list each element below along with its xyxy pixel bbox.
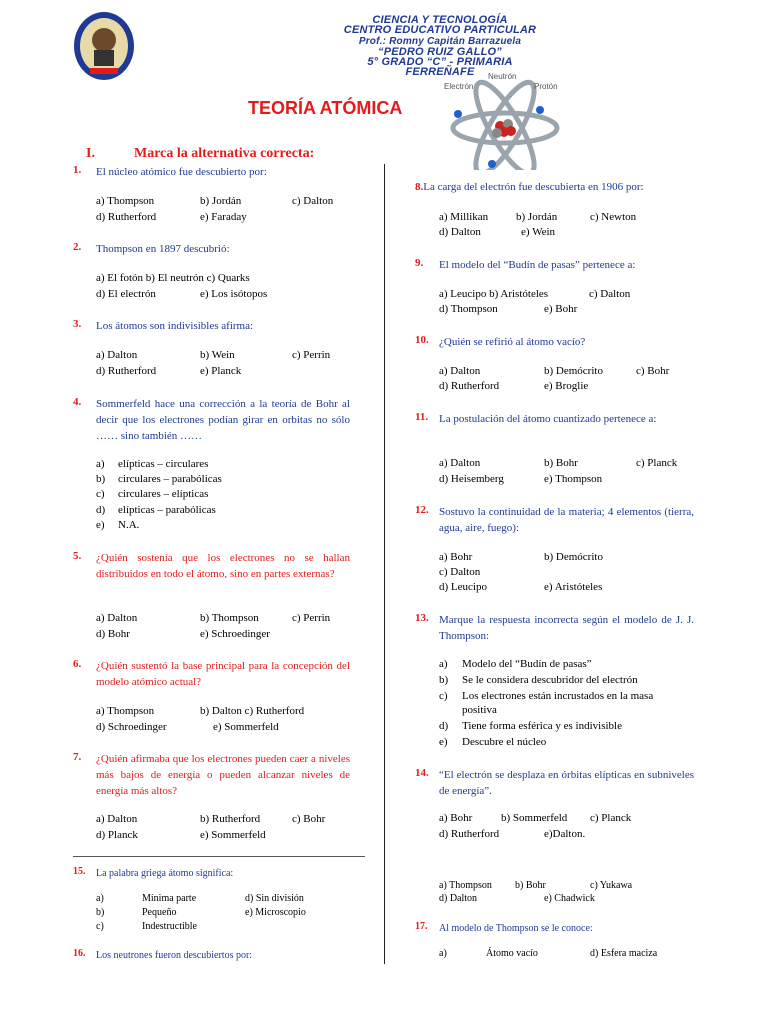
- q1-number: 1.: [73, 164, 82, 176]
- q7-option-c[interactable]: c) Bohr: [292, 813, 326, 825]
- q1-option-c[interactable]: c) Dalton: [292, 195, 334, 207]
- q16-option-e[interactable]: e) Chadwick: [544, 893, 595, 904]
- q1-option-d[interactable]: d) Rutherford: [96, 211, 157, 223]
- label-proton: Protón: [534, 82, 558, 91]
- q13-option-e-letter[interactable]: e): [439, 736, 448, 748]
- q17-option-a-letter[interactable]: a): [439, 948, 447, 959]
- q3-number: 3.: [73, 318, 82, 330]
- q1-option-b[interactable]: b) Jordán: [200, 195, 242, 207]
- header-school-type: CENTRO EDUCATIVO PARTICULAR: [343, 24, 537, 36]
- q14-option-c[interactable]: c) Planck: [590, 812, 632, 824]
- section-instruction: Marca la alternativa correcta:: [134, 146, 315, 161]
- q4-option-a-text[interactable]: elípticas – circulares: [118, 458, 209, 470]
- q1-option-e[interactable]: e) Faraday: [200, 211, 247, 223]
- q11-number: 11.: [415, 411, 429, 423]
- q9-number: 9.: [415, 257, 424, 269]
- q14-option-a[interactable]: a) Bohr: [439, 812, 473, 824]
- q12-option-a[interactable]: a) Bohr: [439, 551, 473, 563]
- school-logo: [72, 10, 136, 82]
- q8-number: 8.: [415, 181, 424, 193]
- q4-option-c-letter[interactable]: c): [96, 488, 105, 500]
- q4-number: 4.: [73, 396, 82, 408]
- q3-text: Los átomos son indivisibles afirma:: [96, 320, 254, 332]
- q10-option-c[interactable]: c) Bohr: [636, 365, 670, 377]
- q13-option-c-text-cont[interactable]: positiva: [462, 704, 497, 716]
- q10-option-b[interactable]: b) Demócrito: [544, 365, 603, 377]
- q15-option-c-letter[interactable]: c): [96, 921, 104, 932]
- q5-option-e[interactable]: e) Schroedinger: [200, 628, 270, 640]
- q5-option-d[interactable]: d) Bohr: [96, 628, 130, 640]
- q11-option-a[interactable]: a) Dalton: [439, 457, 481, 469]
- q4-option-e-letter[interactable]: e): [96, 519, 105, 531]
- q4-text: Sommerfeld hace una corrección a la teoría de Bohr al decir que los electrones podían girar en orbitas no sólo …… sino también ……: [96, 398, 350, 442]
- q4-option-e-text[interactable]: N.A.: [118, 519, 140, 531]
- header-grade: 5° GRADO “C” - PRIMARIA: [367, 56, 513, 68]
- q3-option-d[interactable]: d) Rutherford: [96, 365, 157, 377]
- q1-option-a[interactable]: a) Thompson: [96, 195, 155, 207]
- q16-option-d[interactable]: d) Dalton: [439, 893, 478, 904]
- q7-option-b[interactable]: b) Rutherford: [200, 813, 261, 825]
- q13-option-b-letter[interactable]: b): [439, 674, 449, 686]
- q14-text: “El electrón se desplaza en órbitas elípticas en subniveles de energía”.: [439, 769, 694, 797]
- q16-option-b[interactable]: b) Bohr: [515, 880, 546, 891]
- q8-option-a[interactable]: a) Millikan: [439, 211, 489, 223]
- q15-option-a-text[interactable]: Mínima parte: [142, 893, 197, 904]
- q4-option-b-letter[interactable]: b): [96, 473, 106, 485]
- column-divider: [384, 164, 385, 964]
- q13-option-c-text[interactable]: Los electrones están incrustados en la masa: [462, 690, 654, 702]
- q6-text: ¿Quién sustentó la base principal para la concepción del modelo atómico actual?: [96, 660, 350, 688]
- q6-option-a[interactable]: a) Thompson: [96, 705, 155, 717]
- q2-option-d[interactable]: d) El electrón: [96, 288, 156, 300]
- q13-option-e-text[interactable]: Descubre el núcleo: [462, 736, 547, 748]
- q8-option-c[interactable]: c) Newton: [590, 211, 637, 223]
- q13-option-b-text[interactable]: Se le considera descubridor del electrón: [462, 674, 638, 686]
- q15-option-c-text[interactable]: Indestructible: [142, 921, 197, 932]
- q16-option-c[interactable]: c) Yukawa: [590, 880, 633, 891]
- q15-number: 15.: [73, 866, 86, 877]
- q8-option-e[interactable]: e) Wein: [521, 226, 556, 238]
- q4-option-c-text[interactable]: circulares – elípticas: [118, 488, 209, 500]
- q12-option-e[interactable]: e) Aristóteles: [544, 581, 603, 593]
- q13-option-c-letter[interactable]: c): [439, 690, 448, 702]
- q13-option-a-letter[interactable]: a): [439, 658, 448, 670]
- q12-number: 12.: [415, 504, 429, 516]
- label-neutron: Neutrón: [488, 72, 517, 81]
- header-subject: CIENCIA Y TECNOLOGÍA: [372, 14, 508, 26]
- q6-option-bc[interactable]: b) Dalton c) Rutherford: [200, 705, 305, 717]
- q13-text: Marque la respuesta incorrecta según el modelo de J. J. Thompson:: [439, 614, 694, 642]
- q9-option-ab[interactable]: a) Leucipo b) Aristóteles: [439, 288, 549, 300]
- q6-option-d[interactable]: d) Schroedinger: [96, 721, 167, 733]
- q14-option-d[interactable]: d) Rutherford: [439, 828, 500, 840]
- q3-option-e[interactable]: e) Planck: [200, 365, 242, 377]
- q9-option-d[interactable]: d) Thompson: [439, 303, 498, 315]
- q9-text: El modelo del “Budín de pasas” pertenece a:: [439, 259, 636, 271]
- q2-text: Thompson en 1897 descubrió:: [96, 243, 230, 255]
- q5-text: ¿Quién sostenía que los electrones no se hallan distribuidos en todo el átomo, sino en partes externas?: [96, 552, 350, 580]
- q15-option-b-letter[interactable]: b): [96, 907, 105, 918]
- q1-text: El núcleo atómico fue descubierto por:: [96, 166, 267, 178]
- q13-option-a-text[interactable]: Modelo del “Budín de pasas”: [462, 658, 592, 670]
- header-teacher: Prof.: Romny Capitán Barrazuela: [358, 36, 522, 47]
- section-divider-line: [73, 856, 365, 857]
- q13-number: 13.: [415, 612, 429, 624]
- q8-question: [415, 179, 695, 195]
- q6-option-e[interactable]: e) Sommerfeld: [213, 721, 279, 733]
- q14-option-b[interactable]: b) Sommerfeld: [501, 812, 568, 824]
- q11-option-b[interactable]: b) Bohr: [544, 457, 578, 469]
- q2-option-e[interactable]: e) Los isótopos: [200, 288, 268, 300]
- q4-option-a-letter[interactable]: a): [96, 458, 105, 470]
- section-number: I.: [86, 146, 95, 161]
- q7-option-d[interactable]: d) Planck: [96, 829, 138, 841]
- q10-option-d[interactable]: d) Rutherford: [439, 380, 500, 392]
- q17-option-a-text[interactable]: Átomo vacío: [486, 948, 538, 959]
- q16-option-a[interactable]: a) Thompson: [439, 880, 492, 891]
- q17-option-d[interactable]: d) Esfera maciza: [590, 948, 658, 959]
- q8-option-b[interactable]: b) Jordán: [516, 211, 558, 223]
- q12-option-c[interactable]: c) Dalton: [439, 566, 481, 578]
- q5-number: 5.: [73, 550, 82, 562]
- q11-text: La postulación del átomo cuantizado pertenece a:: [439, 413, 657, 425]
- q15-option-e[interactable]: e) Microscopio: [245, 907, 306, 918]
- q15-text: La palabra griega átomo significa:: [96, 868, 234, 879]
- q13-option-d-letter[interactable]: d): [439, 720, 449, 732]
- q4-option-d-text[interactable]: elípticas – parabólicas: [118, 504, 216, 516]
- q3-option-b[interactable]: b) Wein: [200, 349, 235, 361]
- q15-option-b-text[interactable]: Pequeño: [142, 907, 177, 918]
- q8-text: La carga del electrón fue descubierta en 1906 por:: [423, 181, 644, 193]
- q5-option-c[interactable]: c) Perrin: [292, 612, 331, 624]
- q5-option-a[interactable]: a) Dalton: [96, 612, 138, 624]
- q7-option-a[interactable]: a) Dalton: [96, 813, 138, 825]
- q15-option-a-letter[interactable]: a): [96, 893, 104, 904]
- q9-option-c[interactable]: c) Dalton: [589, 288, 631, 300]
- q10-option-e[interactable]: e) Broglie: [544, 380, 589, 392]
- q9-option-e[interactable]: e) Bohr: [544, 303, 578, 315]
- q12-option-d[interactable]: d) Leucipo: [439, 581, 487, 593]
- q11-option-d[interactable]: d) Heisemberg: [439, 473, 504, 485]
- q14-option-e[interactable]: e)Dalton.: [544, 828, 586, 840]
- q11-option-c[interactable]: c) Planck: [636, 457, 678, 469]
- q2-option-abc[interactable]: a) El fotón b) El neutrón c) Quarks: [96, 272, 250, 284]
- q14-number: 14.: [415, 767, 429, 779]
- q7-text: ¿Quién afirmaba que los electrones pueden caer a niveles más bajos de energía o pueden alcanzar niveles de energía más altos?: [96, 753, 350, 797]
- q10-number: 10.: [415, 334, 429, 346]
- q17-number: 17.: [415, 921, 428, 932]
- header-school-name: “PEDRO RUIZ GALLO”: [378, 46, 502, 58]
- q7-option-e[interactable]: e) Sommerfeld: [200, 829, 266, 841]
- q4-option-d-letter[interactable]: d): [96, 504, 106, 516]
- q13-option-d-text[interactable]: Tiene forma esférica y es indivisible: [462, 720, 622, 732]
- q11-option-e[interactable]: e) Thompson: [544, 473, 603, 485]
- q16-text: Los neutrones fueron descubiertos por:: [96, 950, 253, 961]
- q3-option-c[interactable]: c) Perrin: [292, 349, 331, 361]
- q6-number: 6.: [73, 658, 82, 670]
- q10-text: ¿Quién se refirió al átomo vacío?: [439, 336, 586, 348]
- q12-option-b[interactable]: b) Demócrito: [544, 551, 603, 563]
- q8-option-d[interactable]: d) Dalton: [439, 226, 481, 238]
- q10-option-a[interactable]: a) Dalton: [439, 365, 481, 377]
- q16-number: 16.: [73, 948, 86, 959]
- q3-option-a[interactable]: a) Dalton: [96, 349, 138, 361]
- q7-number: 7.: [73, 751, 82, 763]
- q12-text: Sostuvo la continuidad de la materia; 4 elementos (tierra, agua, aire, fuego):: [439, 506, 694, 534]
- q17-text: Al modelo de Thompson se le conoce:: [439, 923, 593, 934]
- q15-option-d[interactable]: d) Sin división: [245, 893, 304, 904]
- page-title: TEORÍA ATÓMICA: [248, 98, 403, 118]
- q4-option-b-text[interactable]: circulares – parabólicas: [118, 473, 222, 485]
- q2-number: 2.: [73, 241, 82, 253]
- label-electron: Electrón: [444, 82, 474, 91]
- q5-option-b[interactable]: b) Thompson: [200, 612, 259, 624]
- header-city: FERREÑAFE: [405, 66, 475, 78]
